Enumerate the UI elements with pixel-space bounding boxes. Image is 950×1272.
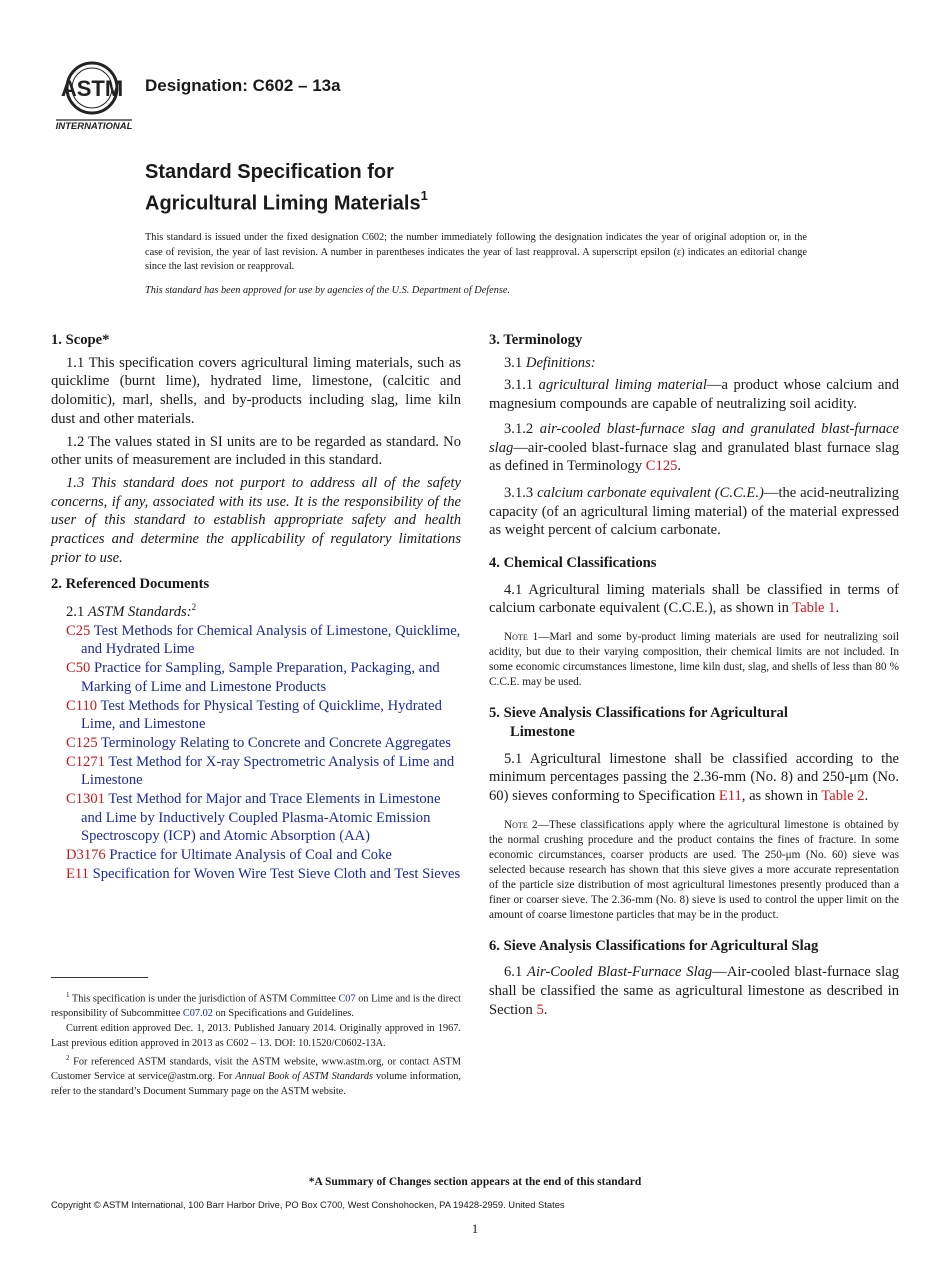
footnotes bbox=[51, 988, 461, 1100]
para-6-1: 6.1 Air-Cooled Blast-Furnace Slag—Air-cooled blast-furnace slag shall be classified the same as agricultural limestone as described in Section 5. bbox=[489, 964, 899, 1018]
reference-code-link[interactable]: C50 bbox=[66, 660, 91, 677]
reference-title-link[interactable]: Test Methods for Physical Testing of Quicklime, Hydrated Lime, and Limestone bbox=[81, 697, 442, 733]
designation: Designation: C602 – 13a bbox=[145, 76, 341, 95]
reference-item bbox=[51, 753, 461, 790]
note-1: Note 1—Marl and some by-product liming materials are used for neutralizing soil acidity, but due to their varying composition, their chemical limits are not included. In some economic circumstances limestone, lime kiln dust, slag, and shells of less than 80 % C.C.E. may be used. bbox=[489, 631, 899, 689]
link-c125[interactable]: C125 bbox=[645, 458, 678, 475]
left-column bbox=[51, 331, 461, 884]
reference-code-link[interactable]: C1271 bbox=[66, 753, 105, 770]
reference-item bbox=[51, 865, 461, 884]
note-2: Note 2—These classifications apply where the agricultural limestone is obtained by the normal crushing procedure and the product contains the fines of fracture. In some economic circumstances, coarser products are used. The 250-μm (No. 60) sieve was selected because research has shown that this sieve gives a more accurate representation of the particle size distribution of most agricultural limestones presently produced than a finer or coarser sieve. The 2.36-mm (No. 8) sieve is used to control the upper limit on the amount of coarse limestone particles that may be in the product. bbox=[489, 818, 900, 921]
page-number: 1 bbox=[471, 1221, 479, 1236]
title-line-2: Agricultural Liming Materials$^1$ bbox=[145, 188, 428, 215]
para-3-1-1: 3.1.1 agricultural liming material—a product whose calcium and magnesium compounds are capable of neutralizing soil acidity. bbox=[489, 377, 899, 413]
reference-item bbox=[51, 697, 461, 734]
link-c07-02[interactable]: C07.02 bbox=[182, 1008, 213, 1020]
link-c07[interactable]: C07 bbox=[338, 993, 356, 1005]
link-section-5[interactable]: 5 bbox=[536, 1001, 544, 1018]
para-4-1: 4.1 Agricultural liming materials shall be classified in terms of calcium carbonate equivalent (C.C.E.), as shown in Table 1. bbox=[489, 581, 899, 617]
reference-item bbox=[51, 734, 461, 753]
reference-code-link[interactable]: C110 bbox=[66, 697, 98, 714]
summary-of-changes-note: *A Summary of Changes section appears at the end of this standard bbox=[308, 1176, 642, 1188]
reference-code-link[interactable]: C1301 bbox=[66, 791, 105, 808]
footnote-2: $^2$ For referenced ASTM standards, visit the ASTM website, www.astm.org, or contact ASTM Customer Service at service@astm.org. For Annual Book of ASTM Standards volume information, refer to the standard’s Document Summary page on the ASTM website. bbox=[51, 1054, 462, 1098]
para-2-1: 2.1 ASTM Standards:$^2$ bbox=[66, 602, 197, 620]
reference-code-link[interactable]: C125 bbox=[66, 734, 98, 751]
para-1-3: 1.3 This standard does not purport to address all of the safety concerns, if any, associated with its use. It is the responsibility of the user of this standard to establish appropriate safety and health practices and determine the applicability of regulatory limitations prior to use. bbox=[51, 474, 461, 566]
svg-text:INTERNATIONAL: INTERNATIONAL bbox=[55, 121, 133, 132]
reference-title-link[interactable]: Terminology Relating to Concrete and Concrete Aggregates bbox=[101, 734, 451, 751]
reference-item bbox=[51, 622, 461, 659]
reference-title-link[interactable]: Practice for Sampling, Sample Preparation, Packaging, and Marking of Lime and Limestone Products bbox=[81, 660, 440, 695]
link-table-2[interactable]: Table 2 bbox=[821, 787, 865, 804]
link-table-1[interactable]: Table 1 bbox=[792, 600, 836, 617]
section-1-heading: 1. Scope* bbox=[51, 332, 110, 348]
reference-item bbox=[51, 846, 461, 865]
para-3-1-2: 3.1.2 air-cooled blast-furnace slag and granulated blast-furnace slag—air-cooled blast-furnace slag and granulated blast furnace slag as defined in Terminology C125. bbox=[489, 420, 899, 475]
footnote-rule bbox=[51, 977, 148, 978]
para-3-1-3: 3.1.3 calcium carbonate equivalent (C.C.E.)—the acid-neutralizing capacity (of an agricultural liming material) of the material expressed as weight percent of calcium carbonate. bbox=[489, 484, 900, 539]
reference-code-link[interactable]: D3176 bbox=[66, 847, 106, 864]
right-column bbox=[489, 331, 899, 1019]
para-1-1: 1.1 This specification covers agricultural liming materials, such as quicklime (burnt lime), hydrated lime, limestone, (calcitic and dolomitic), marl, shells, and by-products including slag, lime kiln dust and other materials. bbox=[51, 354, 461, 427]
link-e11[interactable]: E11 bbox=[718, 787, 742, 804]
section-2-heading: 2. Referenced Documents bbox=[51, 576, 210, 593]
dod-approval: This standard has been approved for use by agencies of the U.S. Department of Defense. bbox=[145, 285, 511, 296]
preamble: This standard is issued under the fixed designation C602; the number immediately following the designation indicates the year of original adoption or, in the case of revision, the year of last revision. A number in parentheses indicates the year of last reapproval. A superscript epsilon (ε) indicates an editorial change since the last revision or reapproval. bbox=[145, 232, 807, 273]
reference-title-link[interactable]: Test Methods for Chemical Analysis of Limestone, Quicklime, and Hydrated Lime bbox=[81, 622, 461, 658]
document-title bbox=[145, 160, 428, 217]
reference-code-link[interactable]: E11 bbox=[66, 865, 89, 882]
footnote-1: $^1$ This specification is under the jurisdiction of ASTM Committee C07 on Lime and is the direct responsibility of Subcommittee C07.02 on Specifications and Guidelines. bbox=[51, 991, 462, 1020]
reference-code-link[interactable]: C25 bbox=[66, 622, 91, 639]
reference-title-link[interactable]: Test Method for X-ray Spectrometric Analysis of Lime and Limestone bbox=[81, 753, 455, 789]
para-3-1: 3.1 Definitions: bbox=[504, 354, 596, 371]
copyright: Copyright © ASTM International, 100 Barr Harbor Drive, PO Box C700, West Conshohocken, PA 19428-2959. United States bbox=[51, 1199, 565, 1210]
reference-item bbox=[51, 790, 461, 846]
footnote-edition: Current edition approved Dec. 1, 2013. Published January 2014. Originally approved in 1967. Last previous edition approved in 2013 as C602 – 13. DOI: 10.1520/C0602-13A. bbox=[51, 1022, 461, 1049]
title-line-1: Standard Specification for bbox=[145, 161, 394, 183]
section-3-heading: 3. Terminology bbox=[489, 332, 583, 348]
reference-title-link[interactable]: Test Method for Major and Trace Elements in Limestone and Lime by Inductively Coupled Plasma-Atomic Emission Spectroscopy (ICP) and Atomic Absorption (AA) bbox=[81, 791, 441, 845]
para-5-1: 5.1 Agricultural limestone shall be classified according to the minimum percentages passing the 2.36-mm (No. 8) and 250-μm (No. 60) sieves conforming to Specification E11, as shown in Table 2. bbox=[489, 750, 899, 804]
section-6-heading: 6. Sieve Analysis Classifications for Agricultural Slag bbox=[489, 937, 819, 954]
reference-list bbox=[51, 622, 461, 884]
reference-title-link[interactable]: Practice for Ultimate Analysis of Coal and Coke bbox=[109, 847, 392, 864]
reference-item bbox=[51, 659, 461, 696]
svg-text:ASTM: ASTM bbox=[60, 76, 124, 101]
reference-title-link[interactable]: Specification for Woven Wire Test Sieve Cloth and Test Sieves bbox=[92, 865, 461, 882]
astm-logo bbox=[54, 58, 134, 132]
section-5-heading: 5. Sieve Analysis Classifications for Agricultural Limestone bbox=[489, 705, 788, 740]
para-1-2: 1.2 The values stated in SI units are to be regarded as standard. No other units of measurement are included in this standard. bbox=[51, 433, 461, 469]
section-4-heading: 4. Chemical Classifications bbox=[489, 555, 657, 572]
